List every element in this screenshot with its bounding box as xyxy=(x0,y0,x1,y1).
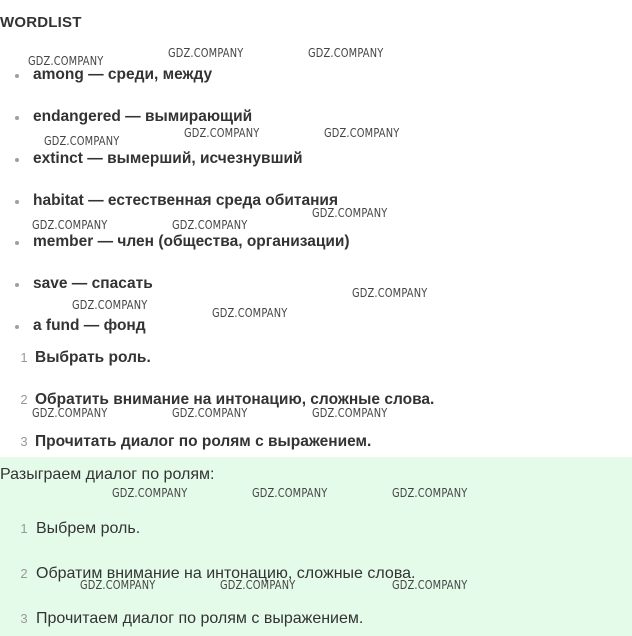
bullet-icon xyxy=(15,158,19,162)
step-text: Выбрать роль. xyxy=(35,349,151,366)
wordlist-item: a fund — фонд xyxy=(15,317,146,335)
watermark: GDZ.COMPANY xyxy=(32,218,108,232)
wordlist-item: extinct — вымерший, исчезнувший xyxy=(15,150,303,168)
bullet-icon xyxy=(15,283,19,287)
step-number: 1 xyxy=(20,350,28,365)
watermark: GDZ.COMPANY xyxy=(184,126,260,140)
watermark: GDZ.COMPANY xyxy=(172,406,248,420)
answer-title: Разыграем диалог по ролям: xyxy=(0,466,215,483)
step-text: Прочитаем диалог по ролям с выражением. xyxy=(36,610,364,627)
task-step xyxy=(15,349,151,367)
wordlist-item: among — среди, между xyxy=(15,66,212,84)
task-step xyxy=(15,433,371,451)
wordlist-item: habitat — естественная среда обитания xyxy=(15,192,338,210)
watermark: GDZ.COMPANY xyxy=(220,578,296,592)
watermark: GDZ.COMPANY xyxy=(168,46,244,60)
watermark: GDZ.COMPANY xyxy=(312,206,388,220)
answer-step xyxy=(15,565,415,583)
wordlist-item: save — спасать xyxy=(15,275,153,293)
step-number: 2 xyxy=(20,566,28,581)
answer-step xyxy=(15,520,140,538)
bullet-icon xyxy=(15,200,19,204)
watermark: GDZ.COMPANY xyxy=(308,46,384,60)
watermark: GDZ.COMPANY xyxy=(72,298,148,312)
step-number: 1 xyxy=(20,521,28,536)
wordlist-heading: WORDLIST xyxy=(0,14,82,31)
answer-step xyxy=(15,610,363,628)
step-text: Обратим внимание на интонацию, сложные слова. xyxy=(36,565,416,582)
step-number: 2 xyxy=(20,392,28,407)
watermark: GDZ.COMPANY xyxy=(392,486,468,500)
watermark: GDZ.COMPANY xyxy=(172,218,248,232)
step-text: Обратить внимание на интонацию, сложные слова. xyxy=(35,391,435,408)
step-number: 3 xyxy=(20,434,28,449)
watermark: GDZ.COMPANY xyxy=(312,406,388,420)
watermark: GDZ.COMPANY xyxy=(112,486,188,500)
bullet-icon xyxy=(15,241,19,245)
bullet-icon xyxy=(15,74,19,78)
watermark: GDZ.COMPANY xyxy=(324,126,400,140)
watermark: GDZ.COMPANY xyxy=(32,406,108,420)
watermark: GDZ.COMPANY xyxy=(28,54,104,68)
watermark: GDZ.COMPANY xyxy=(352,286,428,300)
watermark: GDZ.COMPANY xyxy=(80,578,156,592)
step-text: Выбрем роль. xyxy=(36,520,141,537)
step-text: Прочитать диалог по ролям с выражением. xyxy=(35,433,372,450)
wordlist-item: member — член (общества, организации) xyxy=(15,233,350,251)
watermark: GDZ.COMPANY xyxy=(252,486,328,500)
wordlist-item: endangered — вымирающий xyxy=(15,108,252,126)
bullet-icon xyxy=(15,116,19,120)
watermark: GDZ.COMPANY xyxy=(44,134,120,148)
step-number: 3 xyxy=(20,611,28,626)
watermark: GDZ.COMPANY xyxy=(212,306,288,320)
bullet-icon xyxy=(15,325,19,329)
watermark: GDZ.COMPANY xyxy=(392,578,468,592)
